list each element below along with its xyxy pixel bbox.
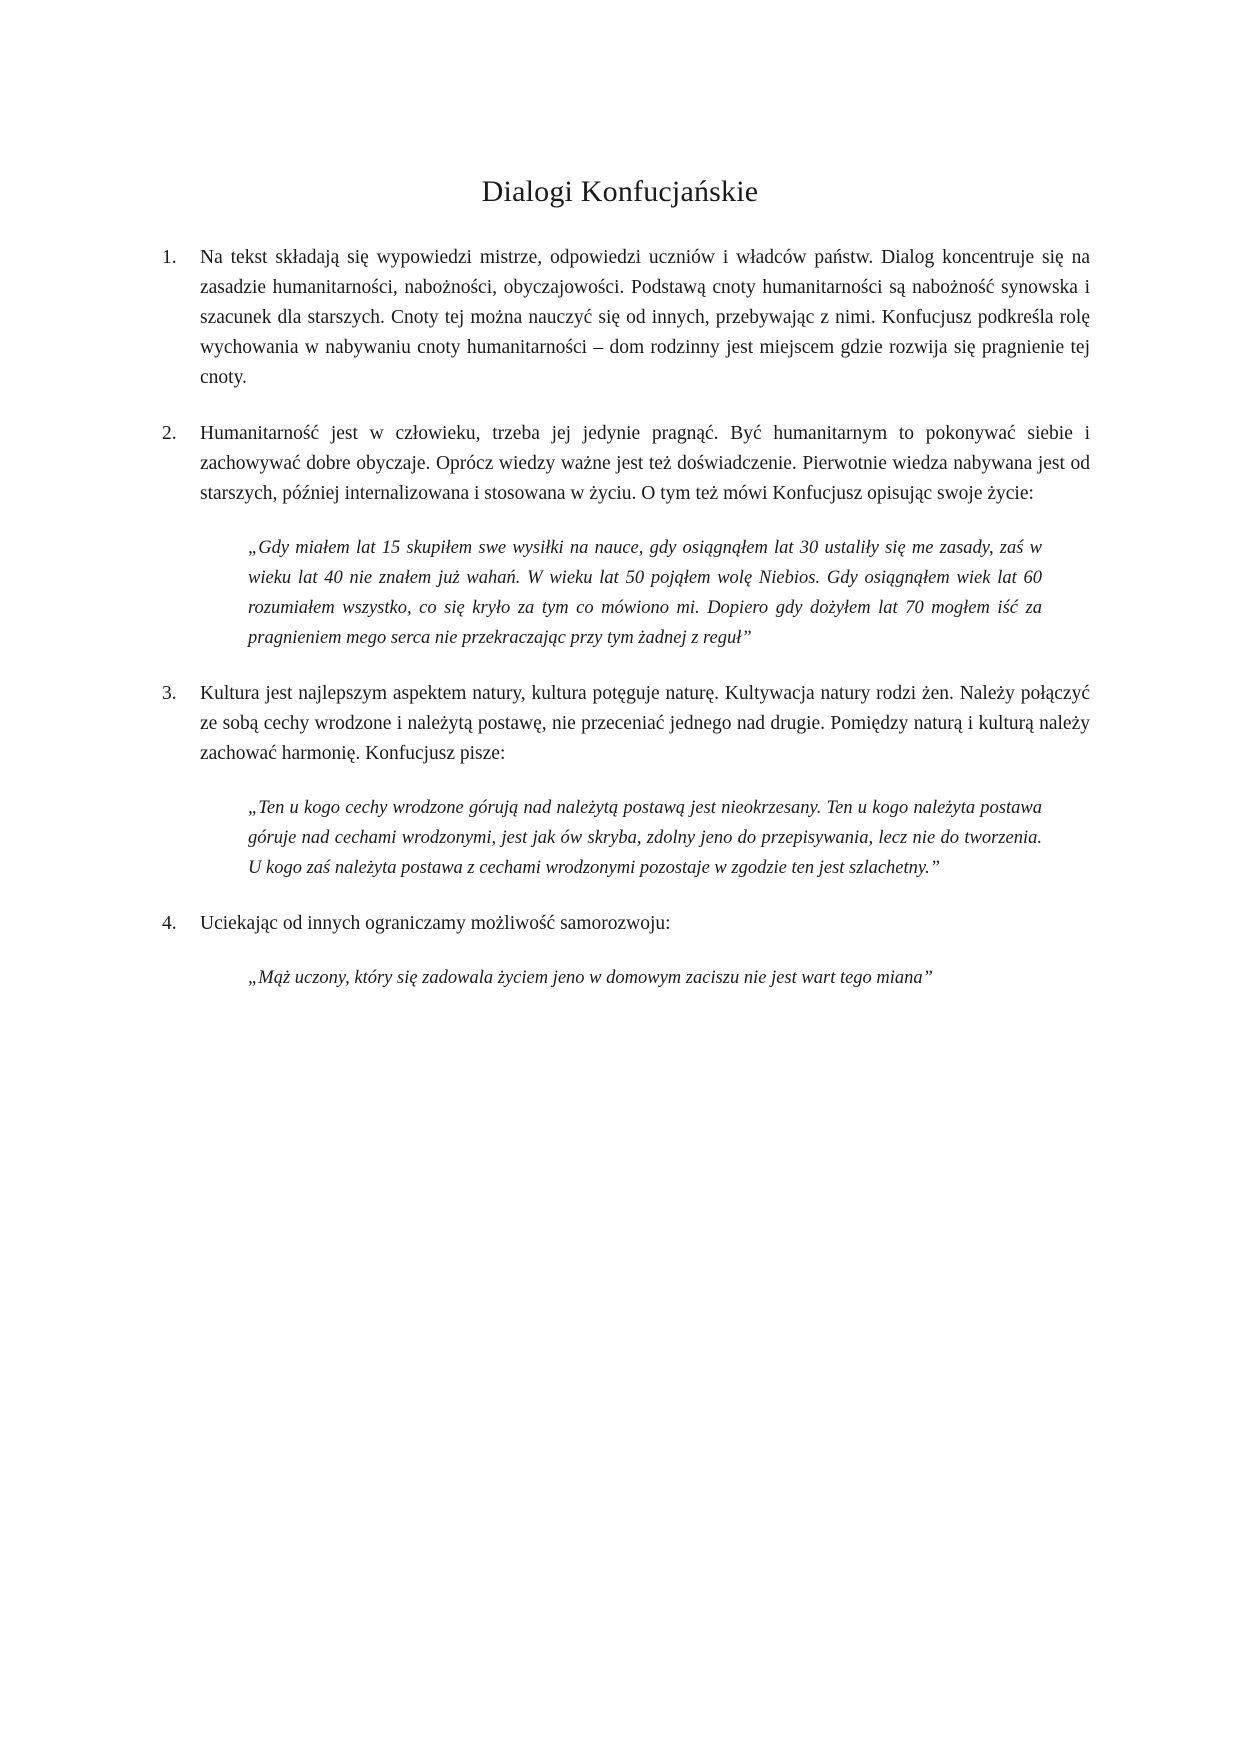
list-item-number: 1. — [162, 247, 177, 268]
list-item-number: 3. — [162, 683, 177, 704]
list-item — [150, 243, 1090, 393]
list-item-number: 4. — [162, 913, 177, 934]
list-item-text: Na tekst składają się wypowiedzi mistrze, odpowiedzi uczniów i władców państw. Dialog koncentruje się na zasadzie humanitarności, nabożności, obyczajowości. Podstawą cnoty humanitarności są nabożność synowska i szacunek dla starszych. Cnoty tej można nauczyć się od innych, przebywając z nimi. Konfucjusz podkreśla rolę wychowania w nabywaniu cnoty humanitarności – dom rodzinny jest miejscem gdzie rozwija się pragnienie tej cnoty. — [200, 247, 1090, 388]
page-title: Dialogi Konfucjańskie — [481, 175, 759, 208]
list-item — [150, 419, 1090, 653]
list-item-text: Kultura jest najlepszym aspektem natury, kultura potęguje naturę. Kultywacja natury rodzi żen. Należy połączyć ze sobą cechy wrodzone i należytą postawę, nie przeceniać jednego nad drugie. Pomiędzy naturą i kulturą należy zachować harmonię. Konfucjusz pisze: — [200, 683, 1090, 764]
list-item-text: Humanitarność jest w człowieku, trzeba jej jedynie pragnąć. Być humanitarnym to pokonywać siebie i zachowywać dobre obyczaje. Oprócz wiedzy ważne jest też doświadczenie. Pierwotnie wiedza nabywana jest od starszych, później internalizowana i stosowana w życiu. O tym też mówi Konfucjusz opisując swoje życie: — [200, 423, 1090, 504]
list-item-number: 2. — [162, 423, 177, 444]
list-item-text: Uciekając od innych ograniczamy możliwość samorozwoju: — [200, 913, 671, 934]
list-item — [150, 909, 1090, 993]
blockquote: „Ten u kogo cechy wrodzone górują nad należytą postawą jest nieokrzesany. Ten u kogo należyta postawa góruje nad cechami wrodzonymi, jest jak ów skryba, zdolny jeno do przepisywania, lecz nie do tworzenia. U kogo zaś należyta postawa z cechami wrodzonymi pozostaje w zgodzie ten jest szlachetny.” — [248, 798, 1042, 878]
numbered-list — [150, 243, 1090, 993]
list-item — [150, 679, 1090, 883]
blockquote: „Gdy miałem lat 15 skupiłem swe wysiłki na nauce, gdy osiągnąłem lat 30 ustaliły się me zasady, zaś w wieku lat 40 nie znałem już wahań. W wieku lat 50 pojąłem wolę Niebios. Gdy osiągnąłem wiek lat 60 rozumiałem wszystko, co się kryło za tym co mówiono mi. Dopiero gdy dożyłem lat 70 mogłem iść za pragnieniem mego serca nie przekraczając przy tym żadnej z reguł” — [248, 538, 1042, 648]
blockquote: „Mąż uczony, który się zadowala życiem jeno w domowym zaciszu nie jest wart tego miana” — [248, 968, 933, 988]
